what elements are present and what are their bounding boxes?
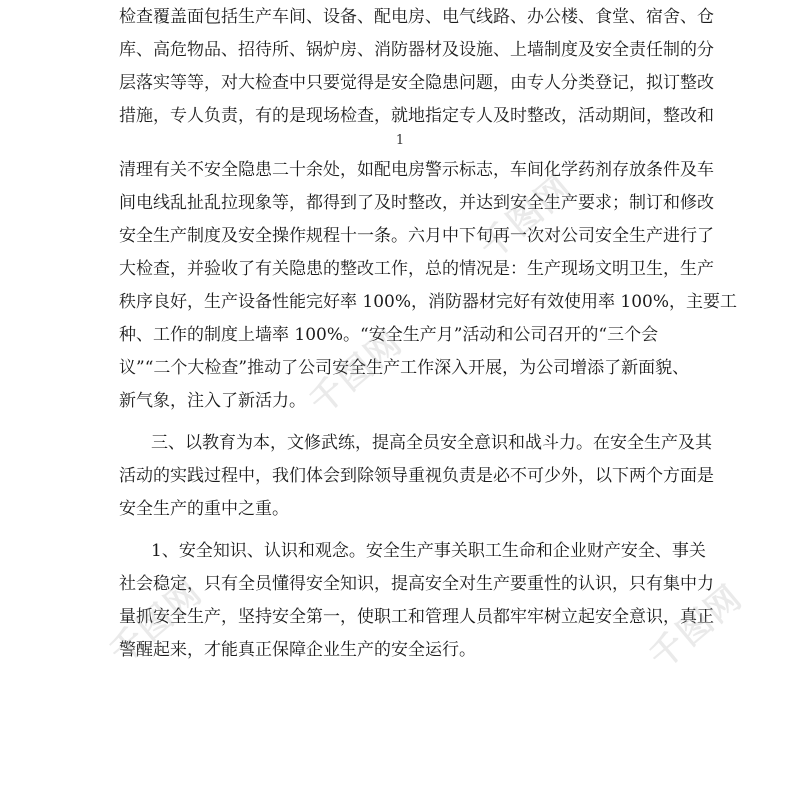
watermark: 千图网: [302, 322, 411, 423]
text-line: 库、高危物品、招待所、锅炉房、消防器材及设施、上墙制度及安全责任制的分: [119, 40, 714, 60]
page-number: 1: [395, 133, 405, 148]
text-line: 社会稳定，只有全员懂得安全知识，提高安全对生产要重性的认识，只有集中力: [119, 574, 714, 594]
text-line: 新气象，注入了新活力。: [119, 391, 306, 411]
text-line: 安全生产制度及安全操作规程十一条。六月中下旬再一次对公司安全生产进行了: [119, 226, 714, 246]
text-line: 秩序良好，生产设备性能完好率 100%，消防器材完好有效使用率 100%，主要工: [119, 292, 738, 312]
watermark: 千图网: [642, 577, 751, 678]
text-line: 安全生产的重中之重。: [119, 499, 289, 519]
text-line: 活动的实践过程中，我们体会到除领导重视负责是必不可少外，以下两个方面是: [119, 466, 714, 486]
text-line: 量抓安全生产，坚持安全第一，使职工和管理人员都牢牢树立起安全意识，真正: [119, 607, 714, 627]
text-line: 警醒起来，才能真正保障企业生产的安全运行。: [119, 640, 476, 660]
text-line: 间电线乱扯乱拉现象等，都得到了及时整改，并达到安全生产要求；制订和修改: [119, 193, 714, 213]
text-line: 议”“二个大检查”推动了公司安全生产工作深入开展，为公司增添了新面貌、: [119, 358, 690, 378]
point-heading-line: 1、安全知识、认识和观念。安全生产事关职工生命和企业财产安全、事关: [151, 541, 706, 561]
text-line: 清理有关不安全隐患二十余处，如配电房警示标志，车间化学药剂存放条件及车: [119, 160, 714, 180]
watermark: 千图网: [472, 167, 581, 268]
text-line: 层落实等等，对大检查中只要觉得是安全隐患问题，由专人分类登记，拟订整改: [119, 73, 714, 93]
watermark: 千图网: [102, 572, 211, 673]
section-heading-line: 三、以教育为本，文修武练，提高全员安全意识和战斗力。在安全生产及其: [151, 433, 712, 453]
text-line: 检查覆盖面包括生产车间、设备、配电房、电气线路、办公楼、食堂、宿舍、仓: [119, 7, 714, 27]
text-line: 大检查，并验收了有关隐患的整改工作，总的情况是：生产现场文明卫生，生产: [119, 259, 714, 279]
text-line: 措施，专人负责，有的是现场检查，就地指定专人及时整改，活动期间，整改和: [119, 106, 714, 126]
text-line: 种、工作的制度上墙率 100%。“安全生产月”活动和公司召开的“三个会: [119, 325, 659, 345]
